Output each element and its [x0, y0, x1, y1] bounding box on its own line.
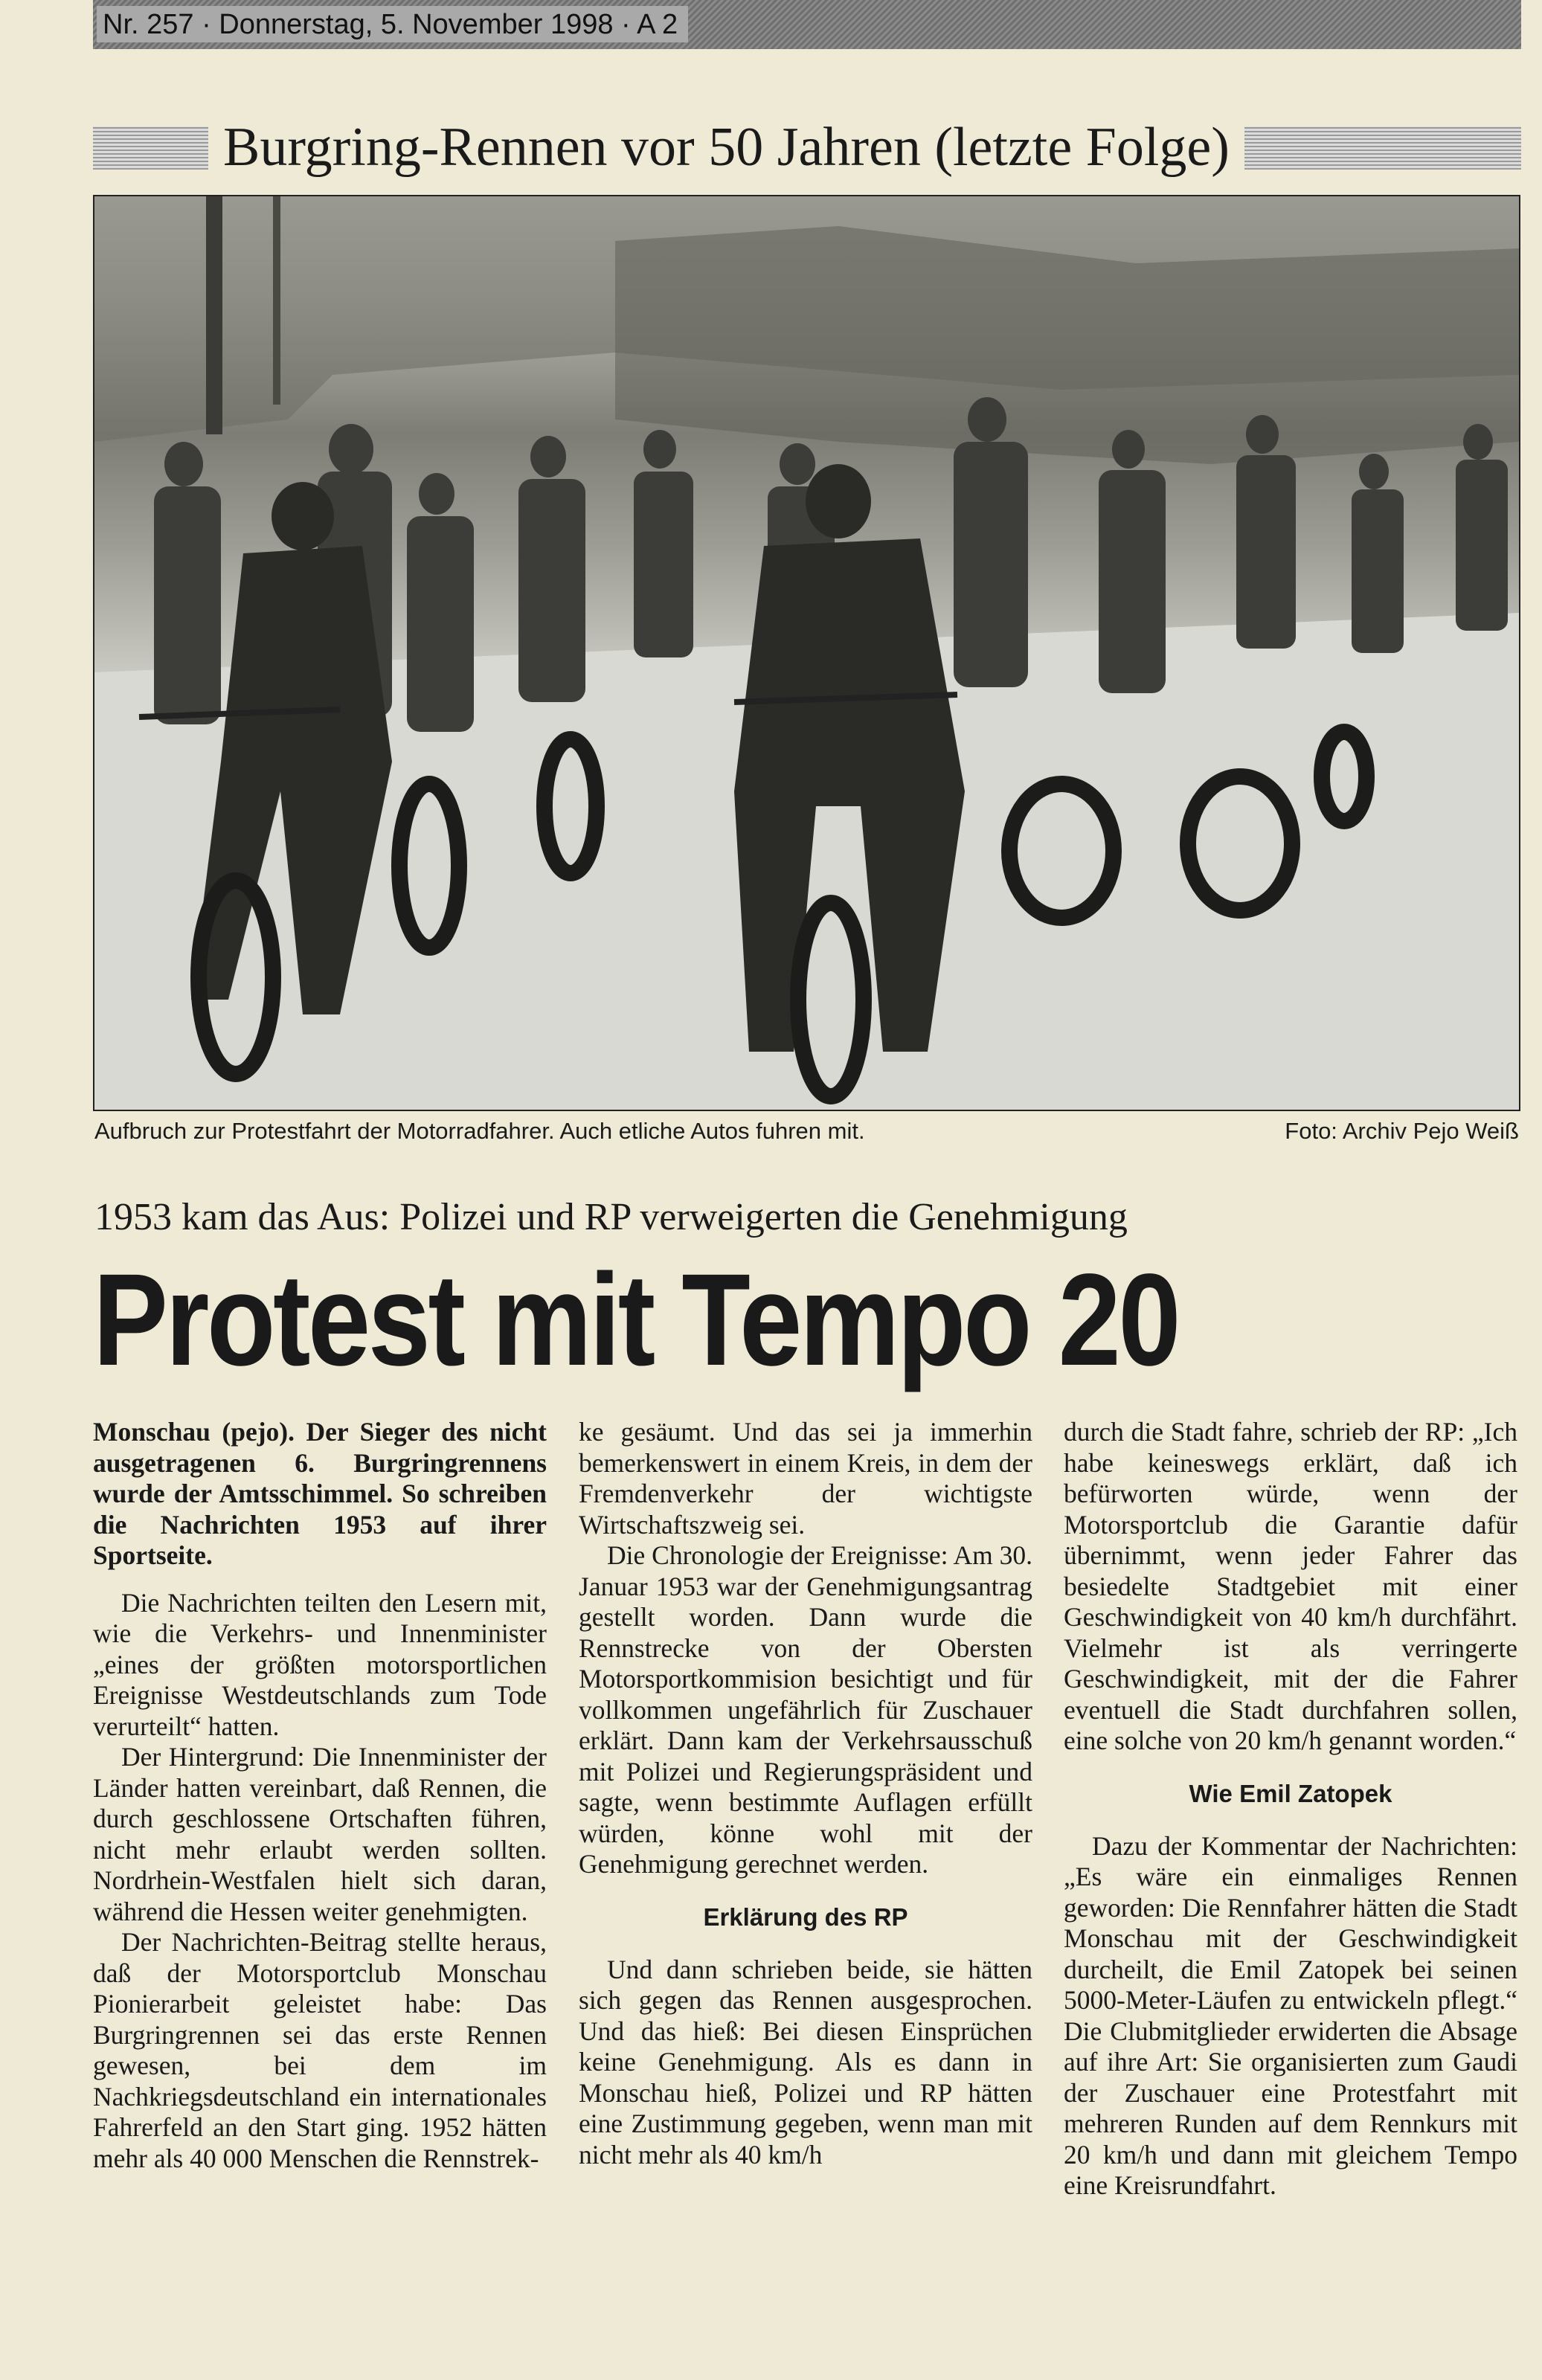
article-column-1 [93, 1417, 547, 2174]
subheadline: 1953 kam das Aus: Polizei und RP verweigerten die Genehmigung [94, 1196, 1128, 1238]
subhead-erklaerung: Erklärung des RP [703, 1903, 908, 1931]
subhead-zatopek: Wie Emil Zatopek [1189, 1779, 1392, 1807]
motorcycle-riders-photo [93, 195, 1520, 1111]
paragraph: Und dann schrieben beide, sie hätten sich gegen das Rennen ausgesprochen. Und das hieß: Bei diesen Einsprüchen keine Genehmigung. Als es dann in Monschau hieß, Polizei und RP hätten eine Zustimmung gegeben, wenn man mit nicht mehr als 40 km/h [579, 1954, 1032, 2170]
paragraph: Der Hintergrund: Die Innenminister der Länder hatten vereinbart, daß Rennen, die durch geschlossene Ortschaften führen, nicht mehr erlaubt werden sollten. Nordrhein-Westfalen hielt sich daran, während die Hessen weiter genehmigten. [93, 1742, 547, 1926]
paragraph: Dazu der Kommentar der Nachrichten: „Es wäre ein einmaliges Rennen geworden: Die Rennfahrer hätten die Stadt Monschau mit der Geschwindigkeit durcheilt, die Emil Zatopek bei seinen 5000-Meter-Läufen zu entwickeln pflegt.“ Die Clubmitglieder erwiderten die Absage auf ihre Art: Sie organisierten zum Gaudi der Zuschauer eine Protestfahrt mit mehreren Runden auf dem Rennkurs mit 20 km/h und dann mit gleichem Tempo eine Kreisrundfahrt. [1064, 1830, 1517, 2200]
photo-caption-row [94, 1116, 1519, 1147]
paragraph: Die Nachrichten teilten den Lesern mit, wie die Verkehrs- und Innenminister „eines der größten motorsportlichen Ereignisse Westdeutschlands zum Tode verurteilt“ hatten. [93, 1587, 547, 1741]
issue-line: Nr. 257 · Donnerstag, 5. November 1998 · A 2 [97, 6, 688, 42]
paragraph: Die Chronologie der Ereignisse: Am 30. Januar 1953 war der Genehmigungsantrag gestellt worden. Dann wurde die Rennstrecke von der Obersten Motorsportkommision besichtigt und für vollkommen ungefährlich für Zuschauer erklärt. Dann kam der Verkehrsausschuß mit Polizei und Regierungspräsident und sagte, wenn bestimmte Auflagen erfüllt würden, könne wohl mit der Genehmigung gerechnet werden. [579, 1540, 1032, 1879]
lead-paragraph: Monschau (pejo). Der Sieger des nicht ausgetragenen 6. Burgringrennens wurde der Amtsschimmel. So schreiben die Nachrichten 1953 auf ihrer Sportseite. [93, 1417, 547, 1570]
article-column-2 [579, 1417, 1032, 2170]
article-column-3 [1064, 1417, 1517, 2202]
series-title: Burgring-Rennen vor 50 Jahren (letzte Folge) [208, 110, 1244, 184]
headline: Protest mit Tempo 20 [93, 1247, 1179, 1393]
photo-caption: Aufbruch zur Protestfahrt der Motorradfahrer. Auch etliche Autos fuhren mit. [94, 1118, 865, 1144]
paragraph: durch die Stadt fahre, schrieb der RP: „Ich habe keineswegs erklärt, daß ich befürworten würde, wenn der Motorsportclub die Garantie dafür übernimmt, wenn jeder Fahrer das besiedelte Stadtgebiet mit einer Geschwindigkeit von 40 km/h durchfährt. Vielmehr ist als verringerte Geschwindigkeit, mit der die Fahrer eventuell die Stadt durchfahren sollen, eine solche von 20 km/h genannt worden.“ [1064, 1417, 1517, 1755]
photo-credit: Foto: Archiv Pejo Weiß [1285, 1118, 1519, 1144]
paragraph: ke gesäumt. Und das sei ja immerhin bemerkenswert in einem Kreis, in dem der Fremdenverkehr der wichtigste Wirtschaftszweig sei. [579, 1417, 1032, 1540]
paragraph: Der Nachrichten-Beitrag stellte heraus, daß der Motorsportclub Monschau Pionierarbeit geleistet habe: Das Burgringrennen sei das erste Rennen gewesen, bei dem im Nachkriegsdeutschland ein internationales Fahrerfeld an den Start ging. 1952 hätten mehr als 40 000 Menschen die Rennstrek- [93, 1927, 547, 2173]
